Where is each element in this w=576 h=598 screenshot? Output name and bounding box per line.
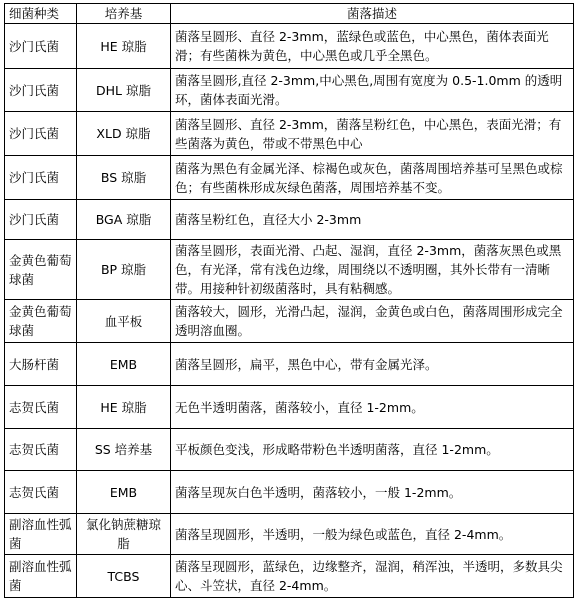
medium-cell: 氯化钠蔗糖琼脂 — [77, 514, 171, 555]
table-row — [5, 429, 574, 471]
medium-cell: BS 琼脂 — [77, 156, 171, 200]
table-row — [5, 24, 574, 69]
table-header-row — [5, 4, 574, 24]
description-cell: 菌落较大，圆形，光滑凸起，湿润，金黄色或白色，菌落周围形成完全透明溶血圈。 — [171, 300, 574, 343]
species-cell: 沙门氏菌 — [5, 156, 77, 200]
description-cell: 菌落呈圆形，表面光滑、凸起、湿润，直径 2-3mm，菌落灰黑色或黑色，有光泽，常有浅色边缘，周围绕以不透明圈，其外长带有一清晰带。用接种针初级菌落时，具有粘稠感。 — [171, 240, 574, 300]
header-medium: 培养基 — [77, 4, 171, 24]
description-cell: 菌落呈圆形、直径 2-3mm，菌落呈粉红色，中心黑色，表面光滑；有些菌落为黄色，带或不带黑色中心 — [171, 112, 574, 156]
medium-cell: HE 琼脂 — [77, 24, 171, 69]
table-row — [5, 343, 574, 386]
species-cell: 沙门氏菌 — [5, 69, 77, 112]
species-cell: 志贺氏菌 — [5, 429, 77, 471]
description-cell: 菌落呈现圆形，半透明，一般为绿色或蓝色，直径 2-4mm。 — [171, 514, 574, 555]
header-description: 菌落描述 — [171, 4, 574, 24]
medium-cell: 血平板 — [77, 300, 171, 343]
species-cell: 金黄色葡萄球菌 — [5, 240, 77, 300]
species-cell: 沙门氏菌 — [5, 112, 77, 156]
medium-cell: EMB — [77, 343, 171, 386]
species-cell: 志贺氏菌 — [5, 471, 77, 514]
description-cell: 平板颜色变浅，形成略带粉色半透明菌落，直径 1-2mm。 — [171, 429, 574, 471]
colony-description-table — [4, 3, 574, 598]
species-cell: 志贺氏菌 — [5, 386, 77, 429]
table-row — [5, 112, 574, 156]
medium-cell: HE 琼脂 — [77, 386, 171, 429]
header-species: 细菌种类 — [5, 4, 77, 24]
description-cell: 菌落呈粉红色，直径大小 2-3mm — [171, 200, 574, 240]
table-row — [5, 300, 574, 343]
medium-cell: XLD 琼脂 — [77, 112, 171, 156]
table-row — [5, 156, 574, 200]
description-cell: 菌落呈圆形、直径 2-3mm，蓝绿色或蓝色，中心黑色，菌体表面光滑；有些菌株为黄色，中心黑色或几乎全黑色。 — [171, 24, 574, 69]
medium-cell: BGA 琼脂 — [77, 200, 171, 240]
description-cell: 无色半透明菌落，菌落较小，直径 1-2mm。 — [171, 386, 574, 429]
table-row — [5, 386, 574, 429]
table-row — [5, 69, 574, 112]
species-cell: 沙门氏菌 — [5, 24, 77, 69]
description-cell: 菌落呈现圆形，蓝绿色，边缘整齐，湿润，稍浑浊，半透明，多数具尖心、斗笠状，直径 2-4mm。 — [171, 555, 574, 598]
table-row — [5, 240, 574, 300]
species-cell: 副溶血性弧菌 — [5, 555, 77, 598]
table-row — [5, 555, 574, 598]
medium-cell: DHL 琼脂 — [77, 69, 171, 112]
description-cell: 菌落呈现灰白色半透明，菌落较小，一般 1-2mm。 — [171, 471, 574, 514]
description-cell: 菌落呈圆形，扁平，黑色中心，带有金属光泽。 — [171, 343, 574, 386]
medium-cell: SS 培养基 — [77, 429, 171, 471]
table-row — [5, 514, 574, 555]
species-cell: 副溶血性弧菌 — [5, 514, 77, 555]
table-row — [5, 200, 574, 240]
species-cell: 沙门氏菌 — [5, 200, 77, 240]
description-cell: 菌落呈圆形,直径 2-3mm,中心黑色,周围有宽度为 0.5-1.0mm 的透明环，菌体表面光滑。 — [171, 69, 574, 112]
medium-cell: EMB — [77, 471, 171, 514]
species-cell: 金黄色葡萄球菌 — [5, 300, 77, 343]
table-row — [5, 471, 574, 514]
species-cell: 大肠杆菌 — [5, 343, 77, 386]
medium-cell: TCBS — [77, 555, 171, 598]
description-cell: 菌落为黑色有金属光泽、棕褐色或灰色，菌落周围培养基可呈黑色或棕色；有些菌株形成灰绿色菌落，周围培养基不变。 — [171, 156, 574, 200]
medium-cell: BP 琼脂 — [77, 240, 171, 300]
